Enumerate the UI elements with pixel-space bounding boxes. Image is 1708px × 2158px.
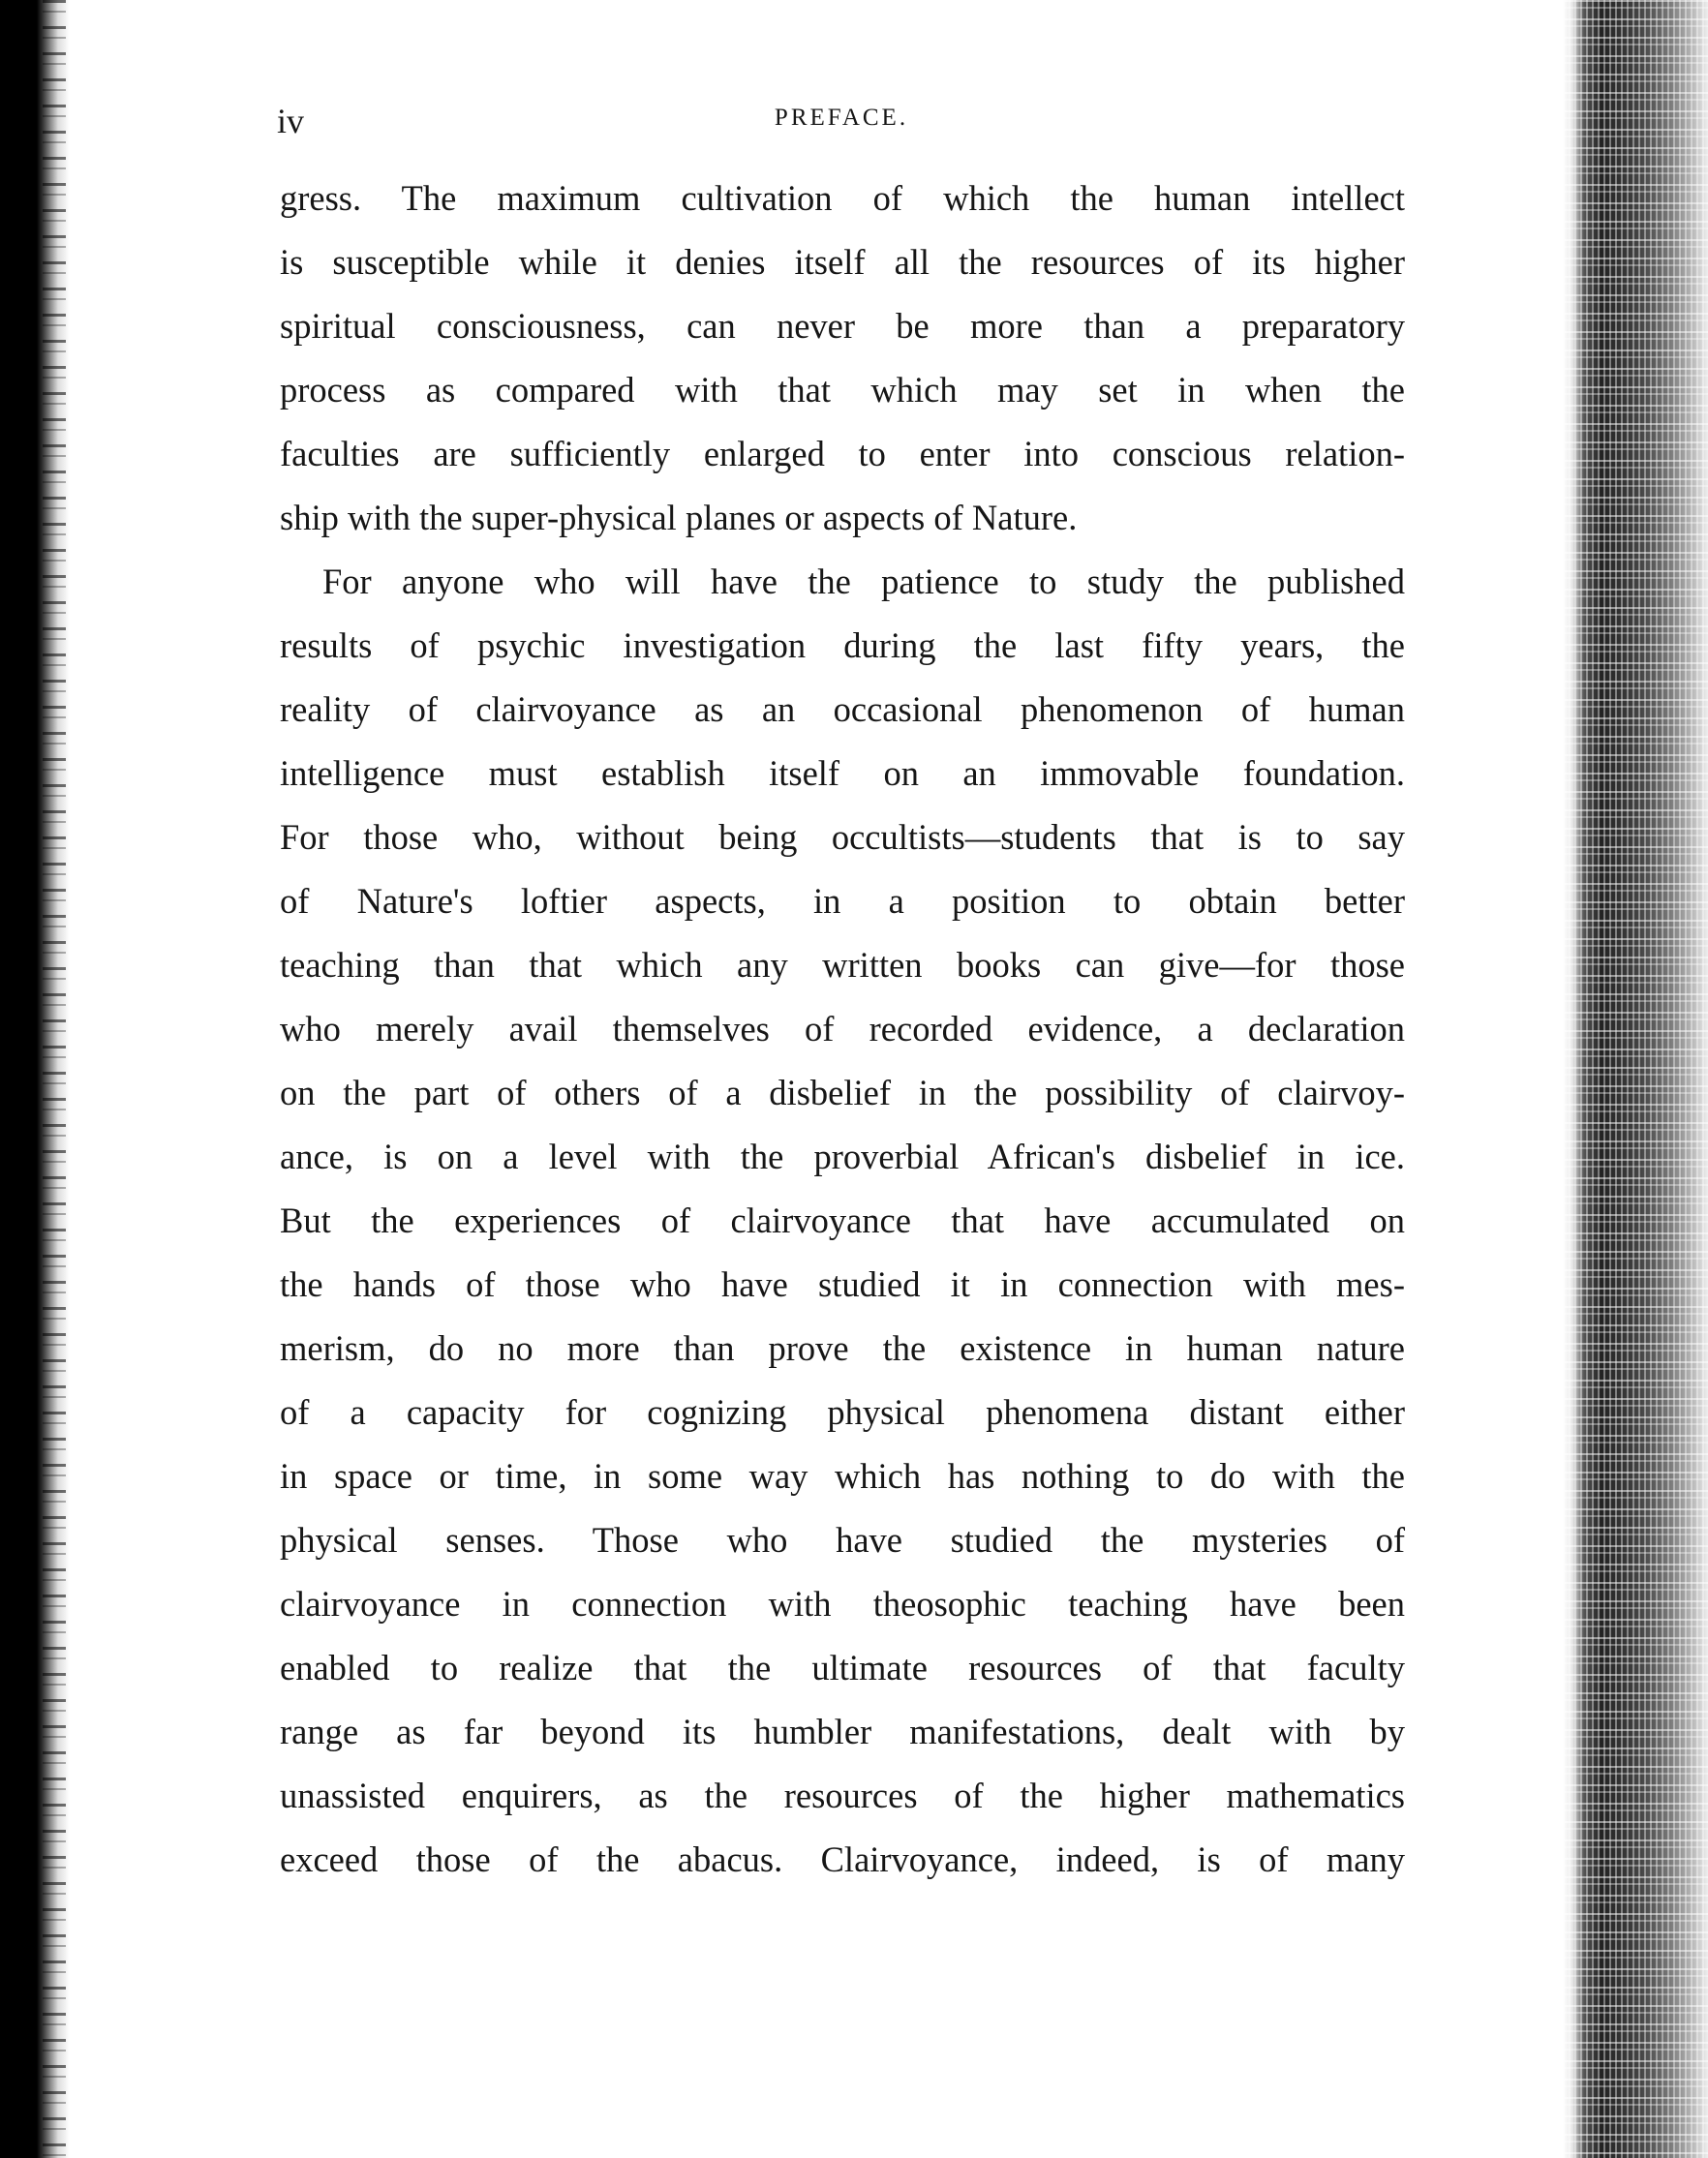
text-line: teaching than that which any written books can give—for those [280, 945, 1405, 985]
page-header [277, 101, 1406, 143]
text-line: enabled to realize that the ultimate resources of that faculty [280, 1648, 1405, 1687]
text-line: process as compared with that which may set in when the [280, 370, 1405, 410]
text-line: who merely avail themselves of recorded evidence, a declaration [280, 1009, 1405, 1049]
text-line: reality of clairvoyance as an occasional phenomenon of human [280, 689, 1405, 729]
text-line: ance, is on a level with the proverbial African's disbelief in ice. [280, 1137, 1405, 1176]
text-line: For anyone who will have the patience to study the published [322, 562, 1405, 601]
text-line: gress. The maximum cultivation of which the human intellect [280, 178, 1405, 218]
text-line: faculties are sufficiently enlarged to enter into conscious relation- [280, 434, 1405, 473]
text-line: of a capacity for cognizing physical phenomena distant either [280, 1392, 1405, 1432]
scan-binding-edge [0, 0, 70, 2158]
text-line: physical senses. Those who have studied the mysteries of [280, 1520, 1405, 1560]
scan-page-edge [1563, 0, 1708, 2158]
text-line: on the part of others of a disbelief in the possibility of clairvoy- [280, 1073, 1405, 1112]
text-line: the hands of those who have studied it in connection with mes- [280, 1264, 1405, 1304]
text-line: range as far beyond its humbler manifestations, dealt with by [280, 1712, 1405, 1751]
paragraph [280, 167, 1405, 550]
text-line: For those who, without being occultists—students that is to say [280, 817, 1405, 857]
text-line: exceed those of the abacus. Clairvoyance, indeed, is of many [280, 1839, 1405, 1879]
paragraph [280, 550, 1405, 1892]
text-line: in space or time, in some way which has nothing to do with the [280, 1456, 1405, 1496]
body-text [280, 167, 1405, 1892]
text-line: intelligence must establish itself on an immovable foundation. [280, 753, 1405, 793]
text-line: merism, do no more than prove the existence in human nature [280, 1328, 1405, 1368]
text-line: unassisted enquirers, as the resources of the higher mathematics [280, 1776, 1405, 1815]
text-line: But the experiences of clairvoyance that have accumulated on [280, 1201, 1405, 1240]
text-line: clairvoyance in connection with theosophic teaching have been [280, 1584, 1405, 1624]
text-line: of Nature's loftier aspects, in a position to obtain better [280, 881, 1405, 921]
text-line: spiritual consciousness, can never be more than a preparatory [280, 306, 1405, 346]
page-number: iv [277, 102, 305, 140]
text-line: results of psychic investigation during the last fifty years, the [280, 625, 1405, 665]
text-line: ship with the super-physical planes or aspects of Nature. [280, 498, 1078, 537]
running-title: PREFACE. [774, 105, 909, 131]
text-line: is susceptible while it denies itself all the resources of its higher [280, 242, 1405, 282]
